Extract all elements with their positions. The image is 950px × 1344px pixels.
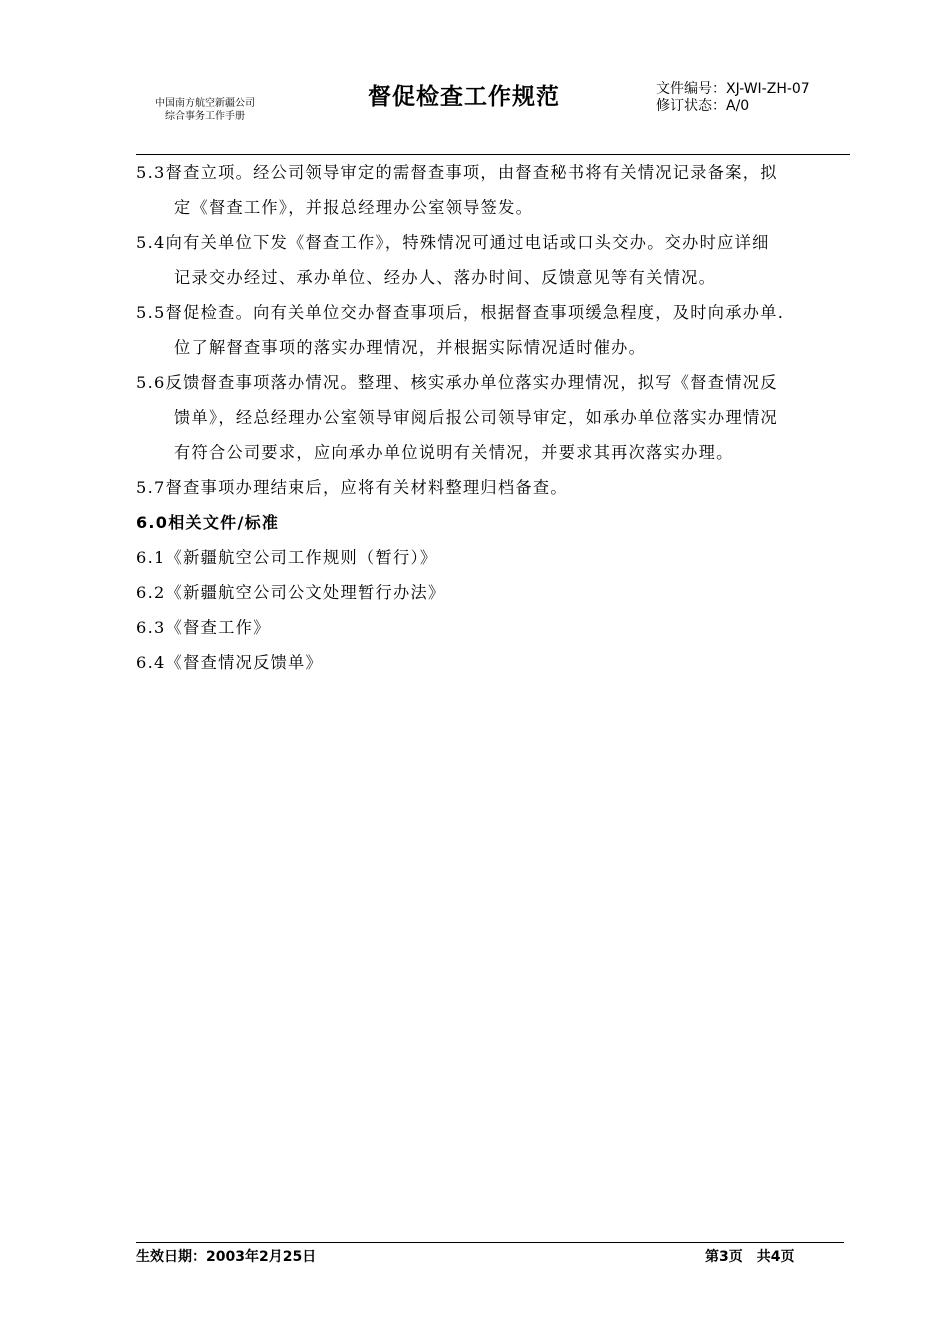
clause-5-5 — [136, 295, 848, 365]
document-body — [136, 155, 848, 680]
clause-5-3 — [136, 155, 848, 225]
clause-line: 5.3督查立项。经公司领导审定的需督查事项，由督查秘书将有关情况记录备案，拟 — [136, 163, 778, 182]
footer-divider — [136, 1242, 844, 1243]
reference-list — [136, 540, 848, 680]
clause-5-6 — [136, 365, 848, 470]
clause-line: 5.5督促检查。向有关单位交办督查事项后，根据督查事项缓急程度，及时向承办单. — [136, 303, 785, 322]
company-line-1: 中国南方航空新疆公司 — [155, 98, 255, 109]
clause-line: 5.7督查事项办理结束后，应将有关材料整理归档备查。 — [136, 478, 568, 497]
company-name — [140, 97, 270, 123]
clause-line: 有符合公司要求，应向承办单位说明有关情况，并要求其再次落实办理。 — [174, 443, 734, 462]
document-title: 督促检查工作规范 — [368, 84, 560, 110]
clause-line: 5.4向有关单位下发《督查工作》，特殊情况可通过电话或口头交办。交办时应详细 — [136, 233, 770, 252]
reference-item-6-2: 6.2《新疆航空公司公文处理暂行办法》 — [136, 583, 446, 602]
clause-5-4 — [136, 225, 848, 295]
section-heading: 6.0相关文件/标准 — [136, 513, 280, 532]
reference-item-6-3: 6.3《督查工作》 — [136, 618, 271, 637]
reference-item-6-1: 6.1《新疆航空公司工作规则（暂行）》 — [136, 548, 438, 567]
effective-date: 生效日期：2003年2月25日 — [136, 1249, 317, 1265]
revision-status: 修订状态：A/0 — [656, 98, 750, 114]
clause-line: 位了解督查事项的落实办理情况，并根据实际情况适时催办。 — [174, 338, 647, 357]
clause-line: 馈单》，经总经理办公室领导审阅后报公司领导审定，如承办单位落实办理情况 — [174, 408, 778, 427]
clause-line: 定《督查工作》，并报总经理办公室领导签发。 — [174, 198, 534, 217]
reference-item-6-4: 6.4《督查情况反馈单》 — [136, 653, 324, 672]
company-line-2: 综合事务工作手册 — [165, 111, 245, 122]
clause-line: 5.6反馈督查事项落办情况。整理、核实承办单位落实办理情况，拟写《督查情况反 — [136, 373, 778, 392]
page-indicator — [705, 1246, 809, 1266]
document-meta — [656, 81, 810, 115]
clause-5-7 — [136, 470, 848, 505]
section-6-0 — [136, 505, 848, 540]
document-number: 文件编号：XJ-WI-ZH-07 — [656, 81, 810, 97]
page-number: 第3页 — [705, 1249, 743, 1265]
clause-line: 记录交办经过、承办单位、经办人、落办时间、反馈意见等有关情况。 — [174, 268, 717, 287]
page-total: 共4页 — [756, 1249, 795, 1265]
